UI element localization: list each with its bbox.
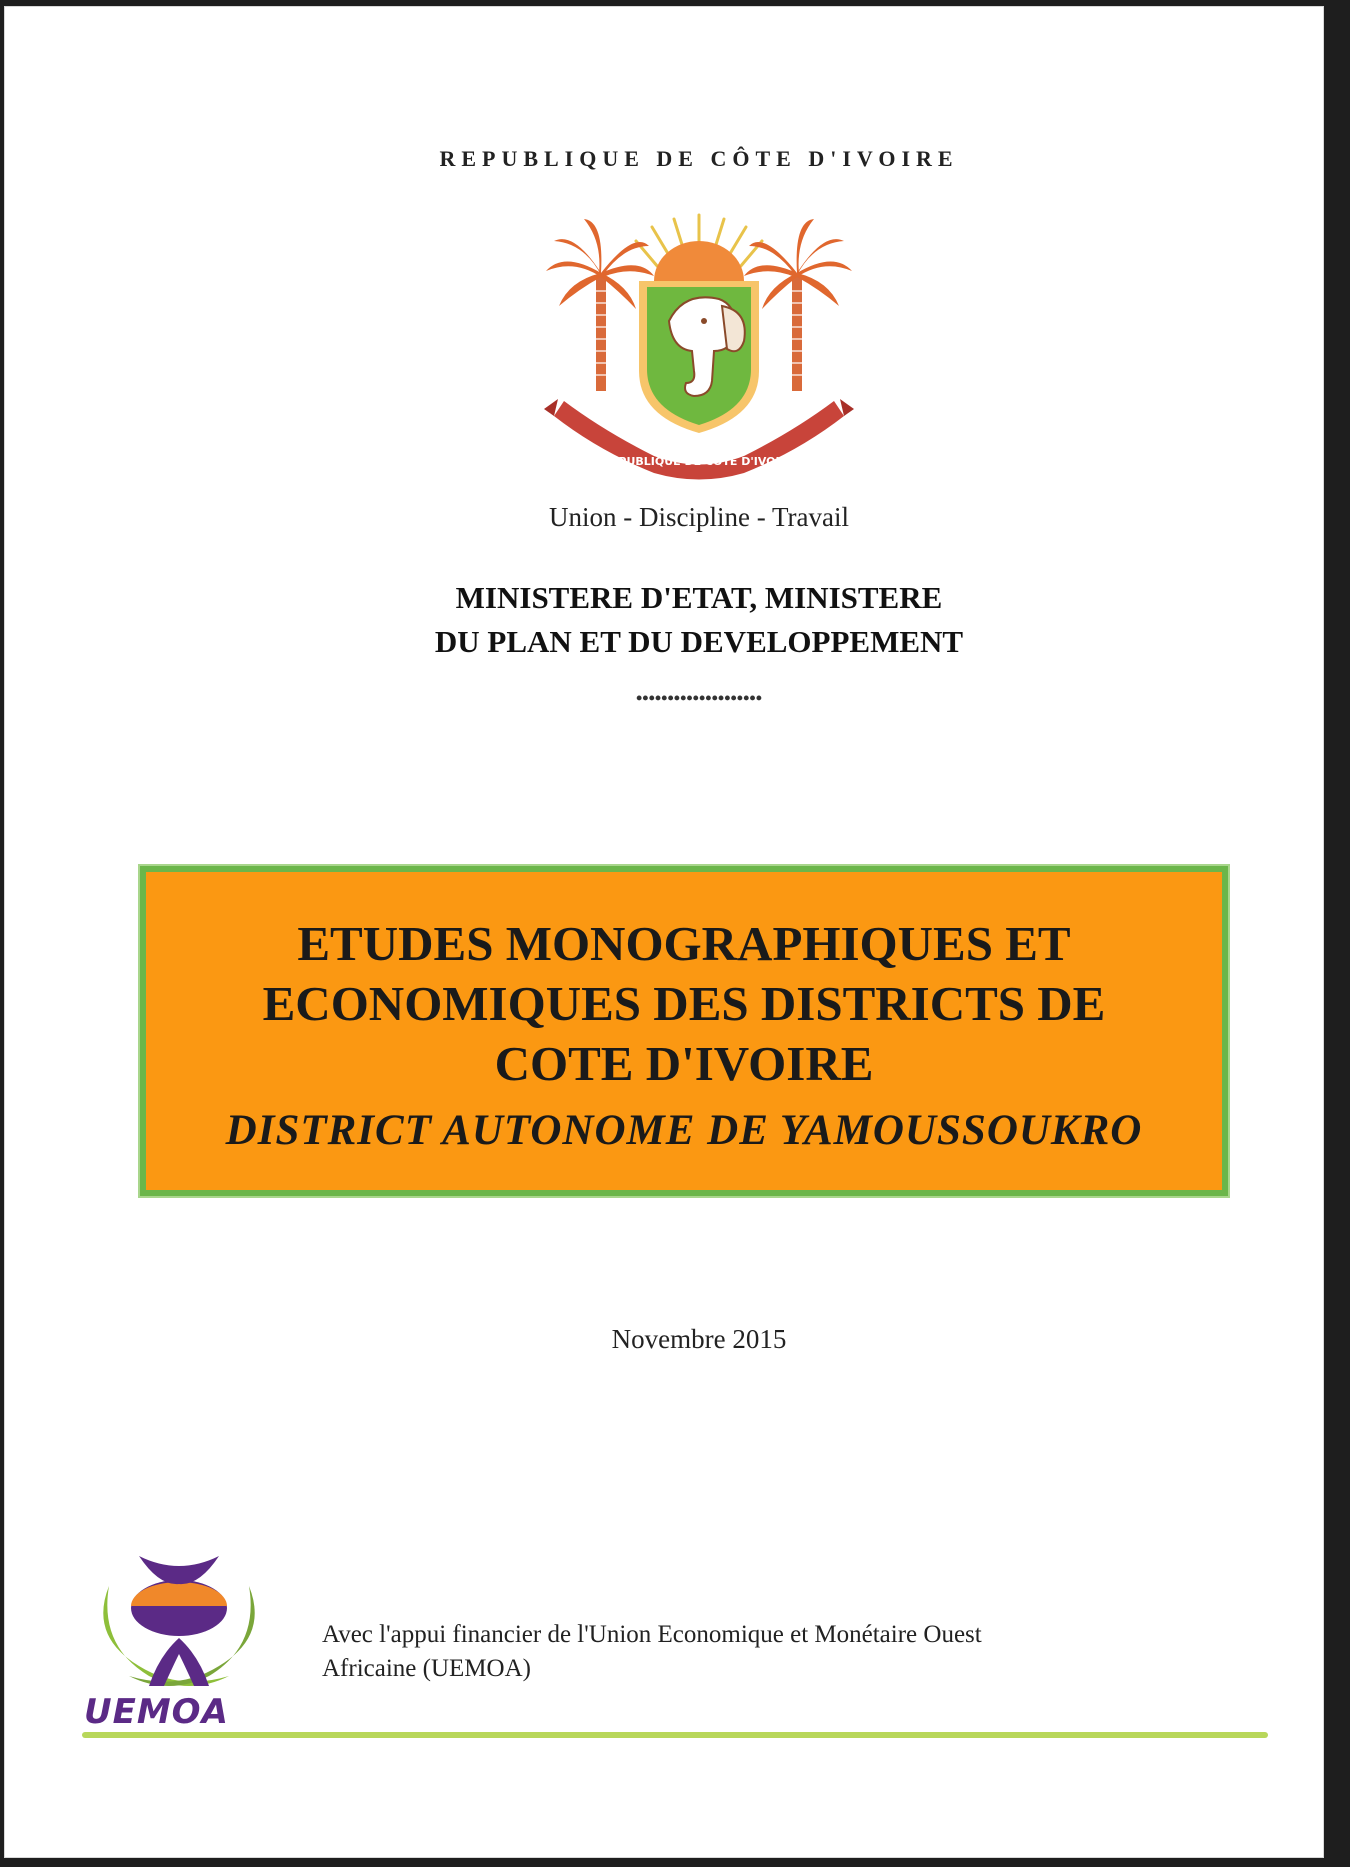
republic-heading: REPUBLIQUE DE CÔTE D'IVOIRE <box>439 146 959 171</box>
coat-of-arms-icon <box>544 211 854 481</box>
footer-divider <box>82 1732 1268 1738</box>
title-box <box>140 866 1228 1196</box>
support-line-1: Avec l'appui financier de l'Union Economique et Monétaire Ouest <box>322 1621 982 1648</box>
ministry-line-1: MINISTERE D'ETAT, MINISTERE <box>455 580 943 615</box>
publication-date: Novembre 2015 <box>611 1324 787 1354</box>
title-line-2: ECONOMIQUES DES DISTRICTS DE <box>262 976 1106 1031</box>
financial-support-note <box>322 1618 1182 1686</box>
national-motto: Union - Discipline - Travail <box>549 502 849 532</box>
separator-dots: •••••••••••••••••••• <box>635 688 763 708</box>
uemoa-logo-text: UEMOA <box>84 1692 229 1732</box>
document-title <box>146 914 1222 1094</box>
emblem-ribbon-text: REPUBLIQUE DE CÔTE D'IVOIRE <box>602 455 796 468</box>
document-page <box>4 6 1324 1858</box>
document-subtitle: DISTRICT AUTONOME DE YAMOUSSOUKRO <box>225 1107 1143 1154</box>
support-line-2: Africaine (UEMOA) <box>322 1655 531 1682</box>
ministry-line-2: DU PLAN ET DU DEVELOPPEMENT <box>434 624 964 659</box>
title-line-1: ETUDES MONOGRAPHIQUES ET <box>297 916 1071 971</box>
ministry-heading <box>4 576 1324 664</box>
title-line-3: COTE D'IVOIRE <box>494 1036 874 1091</box>
